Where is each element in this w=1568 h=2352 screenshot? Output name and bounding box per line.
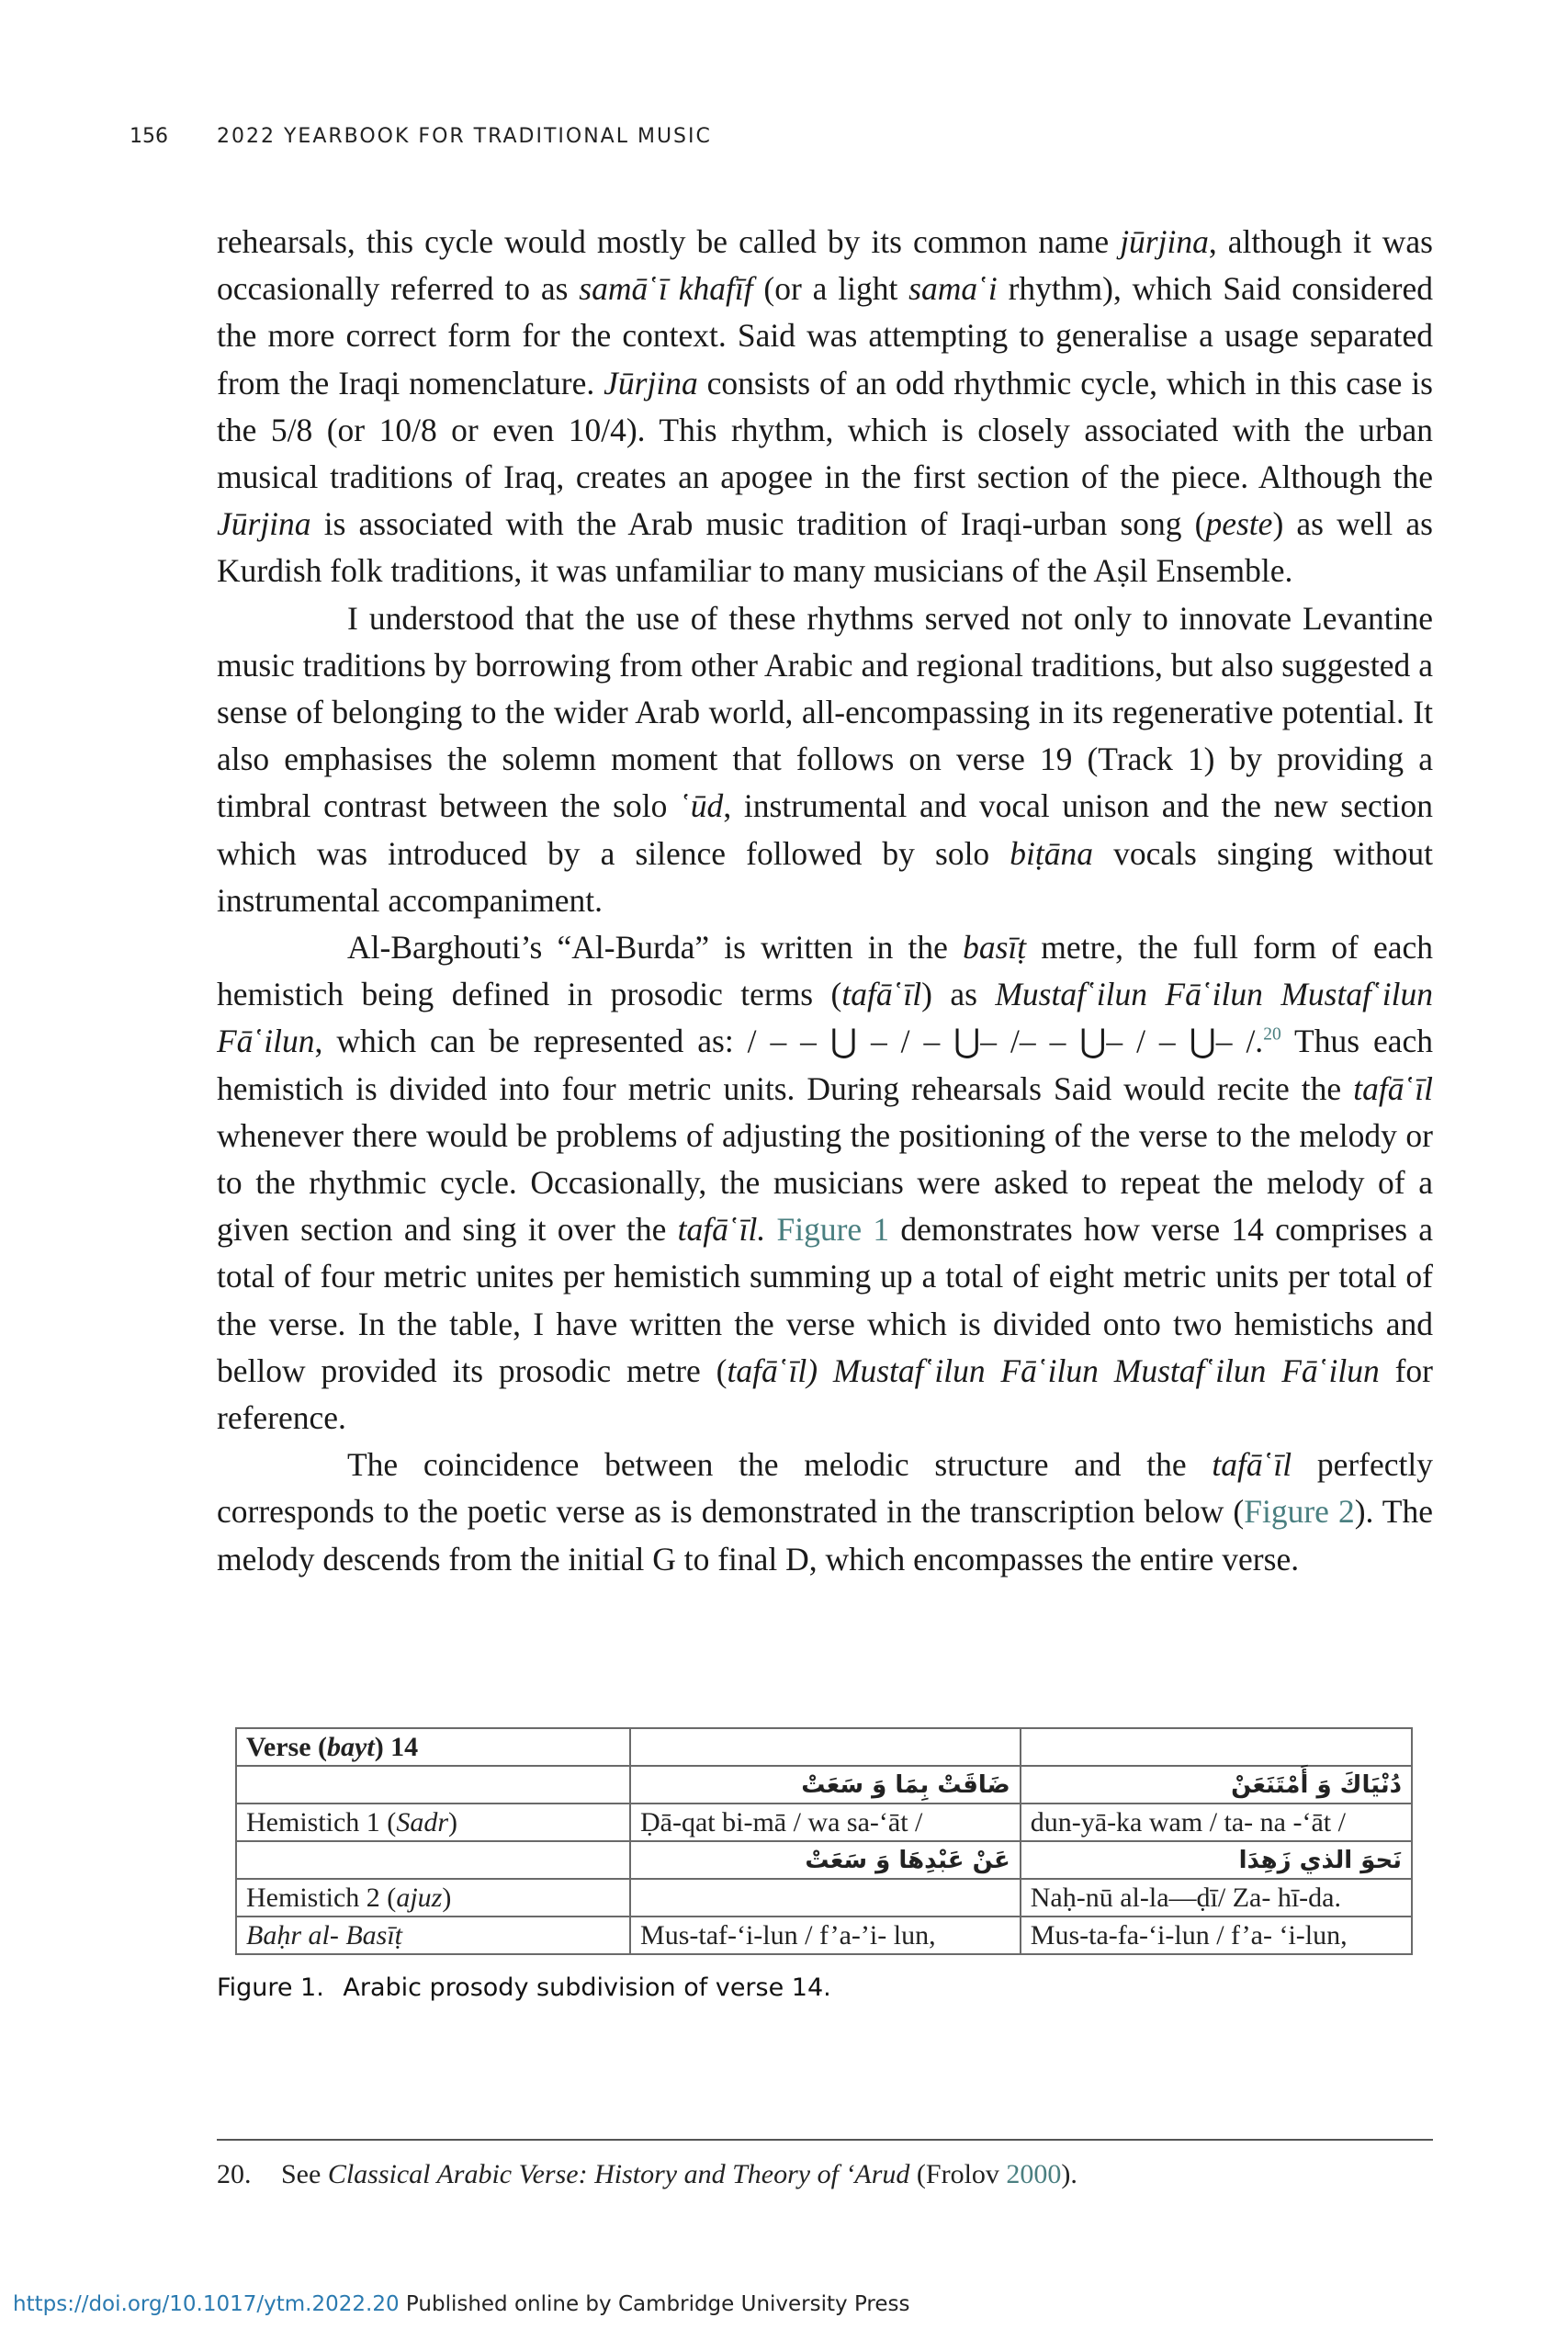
paragraph-2: I understood that the use of these rhythms served not only to innovate Levantine music traditions by borrowing from other Arabic and regional traditions, but also suggested a sense of belonging to the wider Arab world, all-encompassing in its regenerative potential. It also emphasises the solemn moment that follows on verse 19 (Track 1) by providing a timbral contrast between the solo ῾ūd, instrumental and vocal unison and the new section which was introduced by a silence followed by solo biṭāna vocals singing without instrumental accompaniment. [217, 599, 1433, 919]
page-number: 156 [130, 125, 168, 148]
paragraph-3: Al-Barghouti’s “Al-Burda” is written in the basīṭ metre, the full form of each hemistich being defined in prosodic terms (tafā῾īl) as Mustaf῾ilun Fā῾ilun Mustaf῾ilun Fā῾ilun, which can be represented as: / – – ⋃ – / – ⋃– /– – ⋃– / – ⋃– /.$^{20}$ Thus each hemistich is divided into four metric units. During rehearsals Said would recite the tafā῾īl whenever there would be problems of adjusting the positioning of the verse to the melody or to the rhythmic cycle. Occasionally, the musicians were asked to repeat the melody of a given section and sing it over the tafā῾īl. Figure 1 demonstrates how verse 14 comprises a total of four metric unites per hemistich summing up a total of eight metric units per total of the verse. In the table, I have written the verse which is divided onto two hemistichs and bellow provided its prosodic metre (tafā῾īl) Mustaf῾ilun Fā῾ilun Mustaf῾ilun Fā῾ilun for reference. [217, 929, 1434, 1437]
table-row [236, 1728, 1412, 1766]
table-row [236, 1917, 1412, 1954]
footnote-number: 20. [217, 2159, 252, 2189]
cited-title: Classical Arabic Verse: History and Theory of ‘Arud [327, 2159, 910, 2189]
term: tafā῾īl. [677, 1211, 766, 1249]
transliteration-cell: Mus-ta-fa-‘i-lun / f’a- ‘i-lun, [1021, 1917, 1412, 1954]
article-body [217, 219, 1433, 1583]
row-label-cell: Hemistich 1 (Sadr) [236, 1804, 630, 1841]
term: jūrjina [1120, 223, 1209, 260]
row-label-cell [236, 1766, 630, 1804]
publisher-text: Published online by Cambridge University Press [399, 2292, 910, 2316]
row-label-cell: Baḥr al- Basīṭ [236, 1917, 630, 1954]
term: basīṭ [963, 929, 1027, 967]
term: tafā῾īl) Mustaf῾ilun Fā῾ilun Mustaf῾ilun Fā῾ilun [727, 1351, 1380, 1389]
journal-title: 2022 YEARBOOK FOR TRADITIONAL MUSIC [217, 125, 712, 148]
table-row [236, 1766, 1412, 1804]
page-footer [13, 2292, 909, 2316]
row-label-cell [236, 1841, 630, 1879]
term: biṭāna [1010, 834, 1094, 872]
prosody-table [235, 1727, 1413, 1955]
reference-link[interactable]: 2000 [1006, 2159, 1062, 2189]
doi-link[interactable]: https://doi.org/10.1017/ytm.2022.20 [13, 2292, 400, 2316]
transliteration-cell: Naḥ-nū al-la—ḍī/ Za- hī-da. [1021, 1879, 1412, 1917]
transliteration-cell [630, 1879, 1021, 1917]
term: ῾ūd [679, 787, 724, 825]
paragraph-1: rehearsals, this cycle would mostly be called by its common name jūrjina, although it was occasionally referred to as samā῾ī khafīf (or a light sama῾i rhythm), which Said considered the more correct form for the context. Said was attempting to generalise a usage separated from the Iraqi nomenclature. Jūrjina consists of an odd rhythmic cycle, which in this case is the 5/8 (or 10/8 or even 10/4). This rhythm, which is closely associated with the urban musical traditions of Iraq, creates an apogee in the first section of the piece. Although the Jūrjina is associated with the Arab music tradition of Iraqi-urban song (peste) as well as Kurdish folk traditions, it was unfamiliar to many musicians of the Aṣil Ensemble. [217, 223, 1433, 590]
term: Jūrjina [604, 364, 698, 401]
caption-label: Figure 1. [217, 1973, 324, 2002]
arabic-verse-cell: نَحوَ الذي زَهِدَا [1021, 1841, 1412, 1879]
footnote-divider [217, 2139, 1433, 2141]
term: tafā῾īl [1212, 1446, 1292, 1484]
transliteration-cell [630, 1728, 1021, 1766]
transliteration-cell: Ḍā-qat bi-mā / wa sa-‘āt / [630, 1804, 1021, 1841]
row-label-cell: Verse (bayt) 14 [236, 1728, 630, 1766]
row-label-cell: Hemistich 2 (ajuz) [236, 1879, 630, 1917]
table-row [236, 1841, 1412, 1879]
term: Mustaf῾ilun Fā῾ilun Mustaf῾ilun Fā῾ilun [217, 976, 1433, 1060]
term: peste [1205, 505, 1273, 543]
arabic-verse-cell: دُنْيَاكَ وَ أَمْتَنَعَنْ [1021, 1766, 1412, 1804]
caption-text: Arabic prosody subdivision of verse 14. [343, 1973, 831, 2002]
figure-1-link[interactable]: Figure 1 [776, 1211, 890, 1249]
table-row [236, 1879, 1412, 1917]
figure-caption [217, 1973, 831, 2002]
transliteration-cell: dun-yā-ka wam / ta- na -‘āt / [1021, 1804, 1412, 1841]
term: Jūrjina [217, 505, 311, 543]
transliteration-cell: Mus-taf-‘i-lun / f’a-’i- lun, [630, 1917, 1021, 1954]
footnote-20: 20. See Classical Arabic Verse: History and Theory of ‘Arud (Frolov 2000). [217, 2159, 1077, 2189]
term: tafā῾īl [1353, 1069, 1433, 1107]
running-head [130, 125, 712, 148]
paragraph-4: The coincidence between the melodic structure and the tafā῾īl perfectly corresponds to the poetic verse as is demonstrated in the transcription below (Figure 2). The melody descends from the initial G to final D, which encompasses the entire verse. [217, 1446, 1433, 1577]
figure-2-link[interactable]: Figure 2 [1244, 1493, 1355, 1531]
footnote-ref-link[interactable]: 20 [1263, 1024, 1281, 1045]
arabic-verse-cell: ضَاقَتْ بِمَا وَ سَعَتْ [630, 1766, 1021, 1804]
table-row [236, 1804, 1412, 1841]
arabic-verse-cell: عَنْ عَبْدِهَا وَ سَعَتْ [630, 1841, 1021, 1879]
transliteration-cell [1021, 1728, 1412, 1766]
term: tafā῾īl [841, 976, 922, 1013]
term: samā῾ī khafīf [579, 270, 753, 308]
term: sama῾i [908, 270, 998, 308]
